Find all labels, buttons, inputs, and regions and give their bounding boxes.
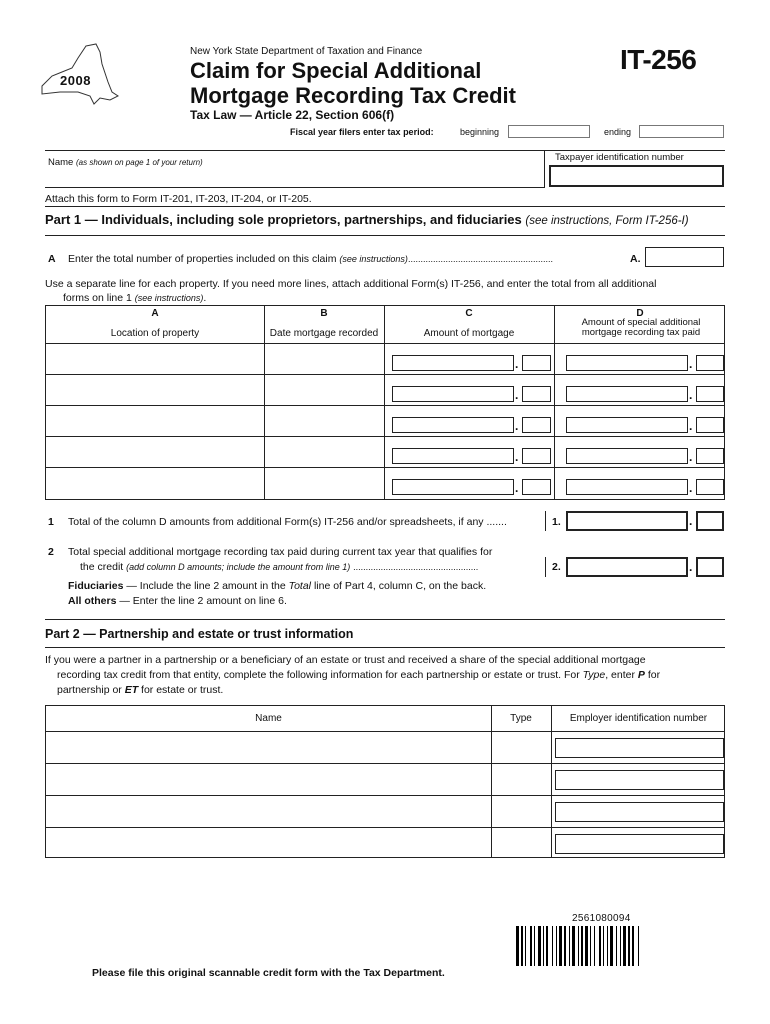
name-hint: (as shown on page 1 of your return) xyxy=(75,158,203,167)
col-D-letter: D xyxy=(636,308,644,319)
part2-title: Part 2 — Partnership and estate or trust information xyxy=(45,627,354,641)
tax-paid-cents-input[interactable] xyxy=(696,479,724,495)
line1-text: Total of the column D amounts from additional Form(s) IT-256 and/or spreadsheets, if any ....... xyxy=(68,516,507,528)
part2-intro-line2 xyxy=(57,669,660,681)
mortgage-amount-decimal-point: . xyxy=(515,388,519,402)
col-B-label: Date mortgage recorded xyxy=(269,328,379,339)
col-C-letter: C xyxy=(465,308,473,319)
barcode-number: 2561080094 xyxy=(572,913,631,924)
name-field[interactable] xyxy=(45,150,545,188)
fiduciaries-bold: Fiduciaries xyxy=(68,580,124,592)
tax-paid-amount-input[interactable] xyxy=(566,448,688,464)
property-date-input[interactable] xyxy=(265,417,382,433)
property-location-input[interactable] xyxy=(47,479,262,495)
tax-paid-cents-input[interactable] xyxy=(696,355,724,371)
lineA-label: A. xyxy=(630,253,641,265)
tax-paid-amount-input[interactable] xyxy=(566,479,688,495)
line1-label: 1. xyxy=(552,516,561,528)
mortgage-amount-decimal-point: . xyxy=(515,450,519,464)
mortgage-amount-cents-input[interactable] xyxy=(522,417,551,433)
property-location-input[interactable] xyxy=(47,386,262,402)
name-label-text: Name xyxy=(48,157,74,168)
partnership-name-input[interactable] xyxy=(47,828,488,856)
col-name-header: Name xyxy=(255,713,282,724)
line1-number: 1 xyxy=(48,516,54,528)
property-table xyxy=(45,305,725,500)
partnership-type-input[interactable] xyxy=(492,796,548,824)
line2-decimal-point: . xyxy=(689,560,693,574)
partnership-name-input[interactable] xyxy=(47,796,488,824)
property-location-input[interactable] xyxy=(47,448,262,464)
line2-cents-input[interactable] xyxy=(696,557,724,577)
mortgage-amount-decimal-point: . xyxy=(515,419,519,433)
fiduciaries-text2: line of Part 4, column C, on the back. xyxy=(311,580,487,592)
partnership-type-input[interactable] xyxy=(492,732,548,760)
employer-id-input[interactable] xyxy=(555,738,724,758)
attach-instruction: Attach this form to Form IT-201, IT-203, IT-204, or IT-205. xyxy=(45,193,312,205)
col-A-letter: A xyxy=(151,308,159,319)
form-title-line2: Mortgage Recording Tax Credit xyxy=(190,83,516,108)
employer-id-input[interactable] xyxy=(555,802,724,822)
line2-label: 2. xyxy=(552,561,561,573)
mortgage-amount-cents-input[interactable] xyxy=(522,355,551,371)
part2-intro2-p: P xyxy=(637,669,645,681)
line2-amount-input[interactable] xyxy=(566,557,688,577)
lineA-dots: .......................................................... xyxy=(407,254,553,264)
instructions-end: . xyxy=(203,292,207,304)
mortgage-amount-decimal-point: . xyxy=(515,357,519,371)
part1-title xyxy=(45,212,689,227)
tax-paid-cents-input[interactable] xyxy=(696,386,724,402)
line2-hint: (add column D amounts; include the amount from line 1) xyxy=(126,562,351,572)
part2-intro3a: partnership or xyxy=(57,684,125,696)
tax-paid-cents-input[interactable] xyxy=(696,417,724,433)
line2-text: Total special additional mortgage recording tax paid during current tax year that qualifies for xyxy=(68,546,493,558)
mortgage-amount-input[interactable] xyxy=(392,417,514,433)
col-ein-header: Employer identification number xyxy=(569,713,708,724)
filing-note: Please file this original scannable credit form with the Tax Department. xyxy=(92,967,445,979)
line2-text2: the credit xyxy=(80,561,124,573)
property-location-input[interactable] xyxy=(47,355,262,371)
tax-paid-decimal-point: . xyxy=(689,388,693,402)
property-date-input[interactable] xyxy=(265,386,382,402)
form-number: IT-256 xyxy=(620,44,697,75)
line2-text-continued xyxy=(80,561,478,573)
agency-name: New York State Department of Taxation and Finance xyxy=(190,46,423,57)
part2-intro2c: for xyxy=(644,669,661,681)
col-A-label: Location of property xyxy=(110,328,200,339)
ending-label: ending xyxy=(604,127,632,137)
part2-intro2b: , enter xyxy=(605,669,638,681)
part2-intro-line1: If you were a partner in a partnership or a beneficiary of an estate or trust and received a share of the special additional mortgage xyxy=(45,654,646,666)
all-others-instruction xyxy=(68,595,287,607)
part1-title-text: Part 1 — Individuals, including sole proprietors, partnerships, and fiduciaries xyxy=(45,212,522,227)
col-B-letter: B xyxy=(320,308,328,319)
tax-paid-decimal-point: . xyxy=(689,357,693,371)
tax-paid-cents-input[interactable] xyxy=(696,448,724,464)
property-location-input[interactable] xyxy=(47,417,262,433)
col-C-label: Amount of mortgage xyxy=(423,328,515,339)
line2-dots: .................................................. xyxy=(353,562,479,572)
employer-id-input[interactable] xyxy=(555,834,724,854)
lineA-properties-count-input[interactable] xyxy=(645,247,724,267)
tax-paid-amount-input[interactable] xyxy=(566,386,688,402)
fiduciaries-instruction xyxy=(68,580,486,592)
instructions-hint: (see instructions) xyxy=(134,293,204,303)
tax-paid-decimal-point: . xyxy=(689,481,693,495)
line2-number: 2 xyxy=(48,546,54,558)
part2-intro2-type: Type xyxy=(582,669,606,681)
tin-field[interactable] xyxy=(549,165,724,187)
lineA-hint: (see instructions) xyxy=(339,254,408,264)
instructions-line2 xyxy=(63,292,206,304)
employer-id-input[interactable] xyxy=(555,770,724,790)
period-ending-field[interactable] xyxy=(639,125,724,138)
partnership-type-input[interactable] xyxy=(492,764,548,792)
tax-paid-decimal-point: . xyxy=(689,450,693,464)
mortgage-amount-input[interactable] xyxy=(392,448,514,464)
mortgage-amount-input[interactable] xyxy=(392,386,514,402)
form-title-line1: Claim for Special Additional xyxy=(190,58,482,83)
part2-intro2a: recording tax credit from that entity, complete the following information for each partnership or estate or trust. For xyxy=(57,669,583,681)
line1-cents-input[interactable] xyxy=(696,511,724,531)
lineA-description xyxy=(68,253,553,265)
mortgage-amount-decimal-point: . xyxy=(515,481,519,495)
property-date-input[interactable] xyxy=(265,448,382,464)
line1-decimal-point: . xyxy=(689,514,693,528)
beginning-label: beginning xyxy=(460,127,500,137)
mortgage-amount-cents-input[interactable] xyxy=(522,386,551,402)
tax-paid-amount-input[interactable] xyxy=(566,417,688,433)
mortgage-amount-input[interactable] xyxy=(392,479,514,495)
all-others-bold: All others xyxy=(68,595,117,607)
mortgage-amount-input[interactable] xyxy=(392,355,514,371)
part2-intro3-et: ET xyxy=(124,684,139,696)
tax-paid-amount-input[interactable] xyxy=(566,355,688,371)
part2-intro3b: for estate or trust. xyxy=(138,684,224,696)
fiscal-year-label: Fiscal year filers enter tax period: xyxy=(290,127,434,137)
instructions-line1: Use a separate line for each property. If you need more lines, attach additional Form(s) IT-256, and enter the total from all additional xyxy=(45,278,657,290)
part2-intro-line3 xyxy=(57,684,223,696)
mortgage-amount-cents-input[interactable] xyxy=(522,448,551,464)
period-beginning-field[interactable] xyxy=(508,125,590,138)
property-date-input[interactable] xyxy=(265,479,382,495)
barcode-icon xyxy=(516,926,724,966)
lineA-text: Enter the total number of properties included on this claim xyxy=(68,253,337,265)
all-others-text: — Enter the line 2 amount on line 6. xyxy=(116,595,287,607)
line1-amount-input[interactable] xyxy=(566,511,688,531)
instructions-line2-text: forms on line 1 xyxy=(63,292,132,304)
partnership-type-input[interactable] xyxy=(492,828,548,856)
tin-label: Taxpayer identification number xyxy=(555,152,684,163)
mortgage-amount-cents-input[interactable] xyxy=(522,479,551,495)
property-date-input[interactable] xyxy=(265,355,382,371)
fiduciaries-text1: — Include the line 2 amount in the xyxy=(123,580,289,592)
col-D-label: Amount of special additional mortgage recording tax paid xyxy=(581,317,701,338)
partnership-name-input[interactable] xyxy=(47,732,488,760)
col-type-header: Type xyxy=(510,713,532,724)
partnership-name-input[interactable] xyxy=(47,764,488,792)
tax-year: 2008 xyxy=(60,73,91,88)
form-subtitle: Tax Law — Article 22, Section 606(f) xyxy=(190,108,395,122)
tax-paid-decimal-point: . xyxy=(689,419,693,433)
part1-title-note: (see instructions, Form IT-256-I) xyxy=(525,215,689,227)
lineA-letter: A xyxy=(48,253,56,265)
fiduciaries-total: Total xyxy=(288,580,312,592)
